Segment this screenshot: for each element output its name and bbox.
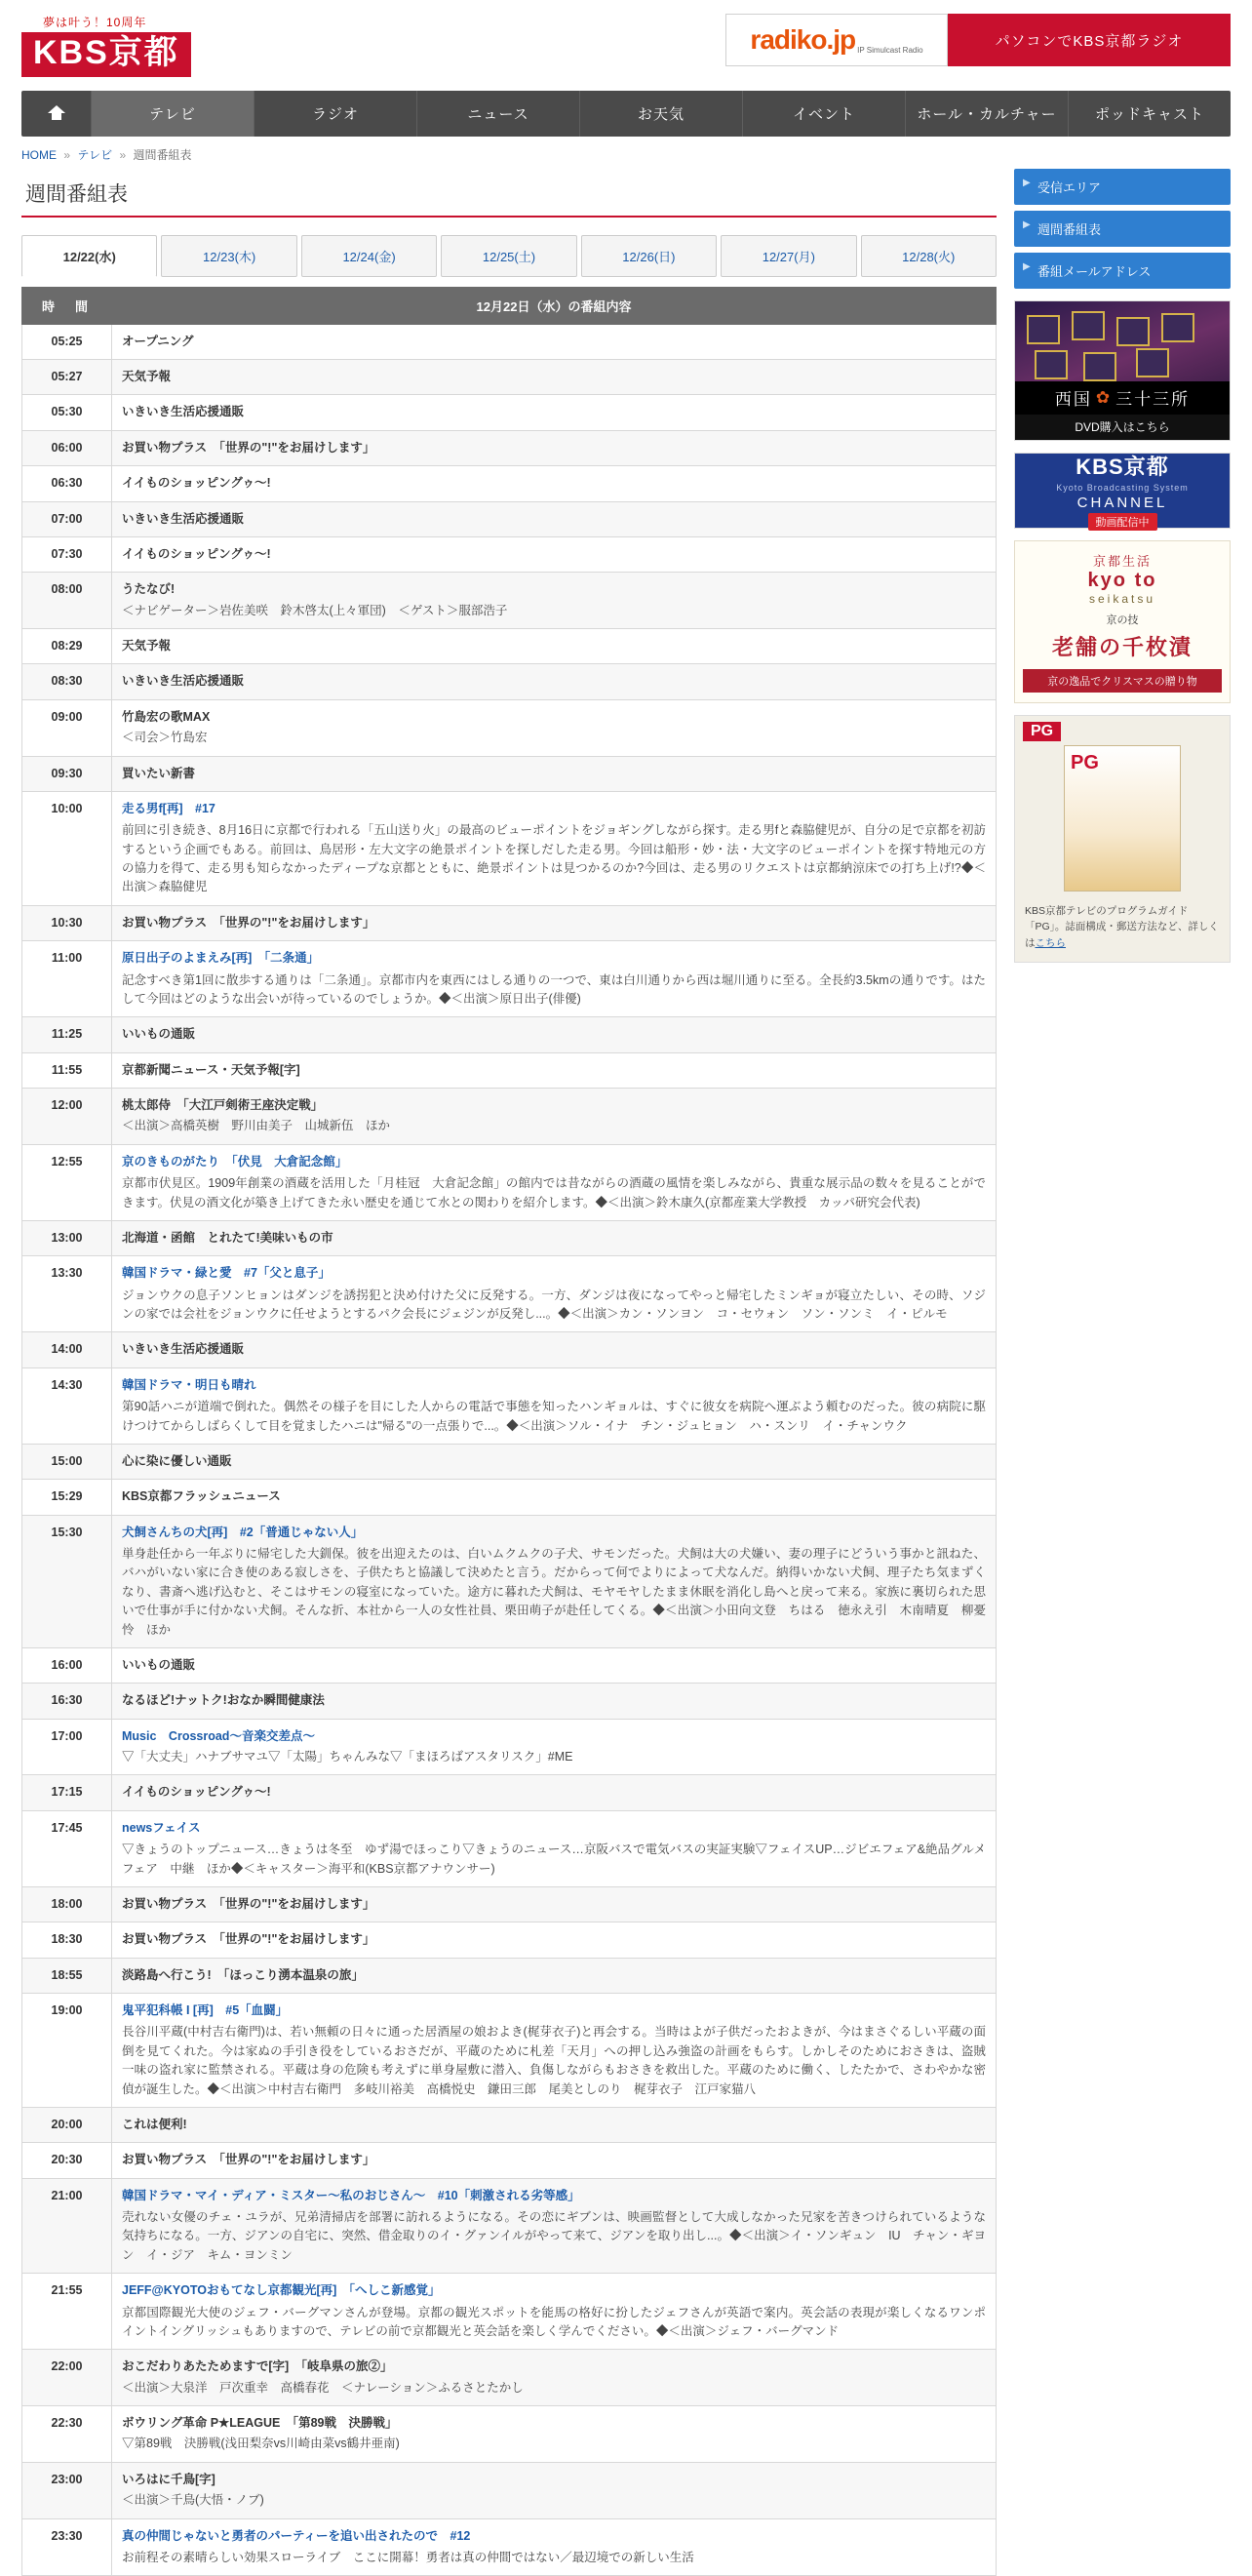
program-time: 22:00 — [22, 2350, 112, 2406]
program-title: イイものショッピングゥ～! — [122, 546, 271, 561]
program-time: 11:25 — [22, 1017, 112, 1052]
sidebar-item-program-mail[interactable]: ▶ 番組メールアドレス — [1014, 253, 1231, 289]
program-time: 08:29 — [22, 629, 112, 664]
decorative-tile — [1035, 350, 1068, 379]
program-title: お買い物プラス 「世界の"!"をお届けします」 — [122, 1932, 375, 1947]
table-row — [22, 1367, 997, 1444]
radiko-subtitle: IP Simulcast Radio — [857, 45, 923, 55]
dvd-banner-title — [1015, 381, 1230, 415]
program-time: 10:00 — [22, 791, 112, 905]
program-time: 12:55 — [22, 1144, 112, 1220]
program-cell — [112, 1367, 997, 1444]
program-title: いきいき生活応援通販 — [122, 1342, 245, 1357]
program-time: 20:00 — [22, 2107, 112, 2142]
program-description: ジョンウクの息子ソンヒョンはダンジを誘拐犯と決め付けた父に反発する。一方、ダンジは夜になってやっと帰宅したミンギョが寝立たしい、その時、ソジンの家では会社をジョンウクに任せようとするパク会長にジェジンが反発し...。◆＜出演＞カン・ソンヨン コ・セウォン ソン・ソンミ イ・ピルモ — [122, 1288, 986, 1322]
banner-program-guide[interactable] — [1014, 715, 1231, 963]
date-tab-1228[interactable]: 12/28(火) — [861, 235, 997, 277]
banner-dvd-saigoku[interactable] — [1014, 300, 1231, 441]
program-time: 17:45 — [22, 1810, 112, 1886]
program-cell — [112, 573, 997, 629]
date-tab-1222[interactable]: 12/22(水) — [21, 235, 157, 277]
table-row — [22, 395, 997, 430]
seikatsu-product: 老舗の千枚漬 — [1051, 634, 1193, 659]
home-icon — [48, 105, 65, 113]
table-row — [22, 2107, 997, 2142]
decorative-tile — [1136, 348, 1169, 377]
program-cell — [112, 1958, 997, 1993]
program-title: お買い物プラス 「世界の"!"をお届けします」 — [122, 915, 375, 930]
table-row — [22, 699, 997, 756]
program-time: 06:30 — [22, 466, 112, 501]
table-row — [22, 664, 997, 699]
nav-item-news[interactable]: ニュース — [417, 91, 580, 137]
program-cell — [112, 536, 997, 572]
table-row — [22, 573, 997, 629]
program-time: 16:00 — [22, 1647, 112, 1683]
breadcrumb-current: 週間番組表 — [133, 147, 192, 162]
program-title: いろはに千鳥[字] — [122, 2472, 215, 2486]
content-area — [21, 169, 1231, 2576]
program-cell — [112, 1256, 997, 1332]
program-title: お買い物プラス 「世界の"!"をお届けします」 — [122, 1896, 375, 1911]
schedule-table — [21, 287, 997, 2576]
program-cast: ＜出演＞高橋英樹 野川由美子 山城新伍 ほか — [122, 1119, 391, 1133]
program-time: 16:30 — [22, 1684, 112, 1719]
program-description: 売れない女優のチェ・ユラが、兄弟清掃店を部署に訪れるようになる。その恋にギブンは、映画監督として大成しなかった兄家を苦きつけられているような気持ちになる。一方、ジアンの自宅に、突然、借金取りのイ・グァンイルがやって来て、ジアンを取り出し...。◆＜出演＞イ・ソンギュン IU チャン・ギヨン イ・ジア キム・ヨンミン — [122, 2210, 986, 2262]
program-cell — [112, 1886, 997, 1922]
program-title: 京都新聞ニュース・天気予報[字] — [122, 1062, 300, 1077]
program-time: 12:00 — [22, 1089, 112, 1145]
program-cell — [112, 1719, 997, 1775]
dvd-banner-caption[interactable]: DVD購入はこちら — [1015, 415, 1230, 440]
pg-cover-word: PG — [1071, 751, 1099, 773]
program-cell — [112, 501, 997, 536]
seikatsu-title: 京都生活 — [1092, 553, 1152, 569]
program-cell — [112, 664, 997, 699]
program-cell — [112, 2350, 997, 2406]
table-row — [22, 1684, 997, 1719]
program-cell — [112, 324, 997, 359]
program-cast: ＜司会＞竹島宏 — [122, 731, 208, 745]
header-banners — [265, 14, 1231, 66]
site-header — [0, 0, 1252, 85]
pg-caption-text: KBS京都テレビのプログラムガイド「PG」。誌面構成・郵送方法など、詳しくは — [1025, 904, 1219, 950]
program-time: 23:00 — [22, 2462, 112, 2518]
table-row — [22, 2274, 997, 2350]
program-cell — [112, 629, 997, 664]
program-cast: ＜出演＞千鳥(大悟・ノブ) — [122, 2493, 264, 2508]
site-logo[interactable] — [21, 14, 246, 77]
table-row — [22, 905, 997, 940]
program-cell — [112, 2178, 997, 2274]
seikatsu-promo: 京の逸品でクリスマスの贈り物 — [1023, 669, 1222, 693]
table-row — [22, 2462, 997, 2518]
table-header-row — [22, 287, 997, 324]
program-description: お前程その素晴らしい効果スローライブ ここに開幕！勇者は真の仲間ではない／最辺境での新しい生活 — [122, 2550, 694, 2564]
pg-caption — [1023, 897, 1222, 954]
main-nav — [21, 91, 1231, 137]
program-cell — [112, 699, 997, 756]
program-description: 京都市伏見区。1909年創業の酒蔵を活用した「月桂冠 大倉記念館」の館内では昔ながらの酒蔵の風情を楽しみながら、貴重な展示品の数々を見ることができます。伏見の酒文化が築き上げてきた永い歴史を通じて水との関わりを紹介します。◆＜出演＞鈴木康久(京都産業大学教授 カッパ研究会代表) — [122, 1176, 986, 1209]
table-row — [22, 1220, 997, 1255]
main-column — [21, 169, 997, 2576]
program-cell — [112, 1089, 997, 1145]
program-title: 心に染に優しい通販 — [122, 1453, 232, 1468]
program-description: 第90話ハニが道端で倒れた。偶然その様子を目にした人からの電話で事態を知ったハンギョルは、すぐに彼女を病院へ運ぶよう頼むのだった。彼の病院に駆けつけてからしばらくして目を覚ましたハニは"帰る"の一点張りで...。◆＜出演＞ソル・イナ チン・ジュヒョン ハ・スンリ イ・チャンウク — [122, 1400, 986, 1433]
nav-item-hall-culture[interactable]: ホール・カルチャー — [906, 91, 1069, 137]
sidebar-item-weekly-schedule[interactable]: ▶ 週間番組表 — [1014, 211, 1231, 247]
table-row — [22, 430, 997, 465]
header-content: 12月22日（水）の番組内容 — [112, 287, 997, 324]
date-tab-1227[interactable]: 12/27(月) — [721, 235, 856, 277]
table-row — [22, 1017, 997, 1052]
breadcrumb-tv[interactable]: テレビ — [77, 147, 113, 162]
program-title: 淡路島へ行こう! 「ほっこり湧本温泉の旅」 — [122, 1967, 364, 1982]
program-time: 20:30 — [22, 2143, 112, 2178]
program-cell — [112, 1922, 997, 1958]
program-title[interactable]: 犬飼さんちの犬[再] #2「普通じゃない人」 — [122, 1525, 364, 1539]
program-title: これは便利! — [122, 2117, 187, 2131]
pg-caption-link[interactable]: こちら — [1035, 937, 1066, 950]
program-title[interactable]: 京のきものがたり 「伏見 大倉記念館」 — [122, 1154, 348, 1169]
program-cell — [112, 1684, 997, 1719]
channel-brand: KBS京都 — [1076, 454, 1169, 479]
program-time: 17:00 — [22, 1719, 112, 1775]
table-row — [22, 1719, 997, 1775]
program-title: オープニング — [122, 334, 194, 348]
nav-item-event[interactable]: イベント — [743, 91, 906, 137]
dvd-title-b: 三十三所 — [1115, 390, 1191, 410]
table-row — [22, 1089, 997, 1145]
program-cell — [112, 1810, 997, 1886]
program-time: 21:55 — [22, 2274, 112, 2350]
table-row — [22, 2143, 997, 2178]
program-cell — [112, 1052, 997, 1088]
program-title: ボウリング革命 P★LEAGUE 「第89戦 決勝戦」 — [122, 2416, 398, 2431]
header-time: 時 間 — [22, 287, 112, 324]
table-row — [22, 1810, 997, 1886]
program-cell — [112, 1994, 997, 2108]
nav-item-tv[interactable]: テレビ — [92, 91, 254, 137]
channel-word: CHANNEL — [1076, 494, 1168, 511]
program-title: お買い物プラス 「世界の"!"をお届けします」 — [122, 2153, 375, 2167]
table-row — [22, 1444, 997, 1479]
program-title: 天気予報 — [122, 639, 172, 654]
logo-text: KBS京都 — [21, 32, 191, 77]
program-title: いいもの通販 — [122, 1027, 196, 1042]
table-row — [22, 324, 997, 359]
program-title: 竹島宏の歌MAX — [122, 709, 211, 724]
program-title: 天気予報 — [122, 370, 172, 384]
table-row — [22, 1958, 997, 1993]
program-cell — [112, 2406, 997, 2463]
channel-badge: 動画配信中 — [1088, 513, 1157, 531]
breadcrumb-home[interactable]: HOME — [21, 147, 57, 162]
program-cell — [112, 1444, 997, 1479]
program-cell — [112, 1017, 997, 1052]
program-cell — [112, 1647, 997, 1683]
table-row — [22, 1480, 997, 1515]
program-time: 05:25 — [22, 324, 112, 359]
table-row — [22, 466, 997, 501]
program-title: おこだわりあたためますで[字] 「岐阜県の旅②」 — [122, 2359, 393, 2374]
program-cell — [112, 756, 997, 791]
date-tab-1224[interactable]: 12/24(金) — [301, 235, 437, 277]
program-cast: ▽「大丈夫」ハナブサマユ▽「太陽」ちゃんみな▽「まほろばアスタリスク」#ME — [122, 1750, 573, 1764]
program-time: 11:55 — [22, 1052, 112, 1088]
program-cell — [112, 1144, 997, 1220]
table-row — [22, 501, 997, 536]
decorative-tile — [1072, 311, 1105, 340]
program-title: いきいき生活応援通販 — [122, 674, 245, 689]
program-time: 05:30 — [22, 395, 112, 430]
program-time: 19:00 — [22, 1994, 112, 2108]
table-row — [22, 2350, 997, 2406]
sidebar-item-reception-area[interactable]: ▶ 受信エリア — [1014, 169, 1231, 205]
nav-item-podcast[interactable]: ポッドキャスト — [1094, 105, 1204, 123]
program-description: 記念すべき第1回に散歩する通りは「二条通」。京都市内を東西にはしる通りの一つで、東は白川通りから西は堀川通りに至る。全長約3.5kmの通りです。はたして今回はどのような出会いが待っているのでしょうか。◆＜出演＞原日出子(俳優) — [122, 972, 986, 1006]
date-tab-bar — [21, 235, 997, 277]
sidebar — [1014, 169, 1231, 963]
program-time: 07:30 — [22, 536, 112, 572]
program-cast: ＜出演＞大泉洋 戸次重幸 高橋春花 ＜ナレーション＞ふるさとたかし — [122, 2380, 524, 2395]
program-title: いきいき生活応援通販 — [122, 405, 245, 419]
breadcrumb-separator-2: » — [119, 147, 127, 162]
program-title[interactable]: JEFF@KYOTOおもてなし京都観光[再] 「へしこ新感覚」 — [122, 2283, 441, 2298]
table-row — [22, 756, 997, 791]
program-time: 22:30 — [22, 2406, 112, 2463]
program-description: 長谷川平蔵(中村吉右衛門)は、若い無頼の日々に通った居酒屋の娘およき(梶芽衣子)と再会する。当時はよが子供だったおよきが、今はまさぐるしい平蔵の面倒を見てくれた。今は家ぬの手引き役をしているおさだが、平蔵のために札差「天月」への押し込み強盗の計画をもらす。しかしそのためにおさきは、盗賊一味の盗れ家に監禁される。平蔵は身の危険も考えずに単身屋敷に潜入、負傷しながらもおさきを救出した。平蔵のために働く、したたかで、さわやかな密偵が誕生した。◆＜出演＞中村吉右衛門 多岐川裕美 高橋悦史 鎌田三郎 尾美としのり 梶芽衣子 江戸家猫八 — [122, 2025, 986, 2096]
anniversary-text: 夢は叶う！10周年 — [43, 16, 147, 29]
radiko-banner[interactable] — [725, 14, 948, 66]
program-cell — [112, 360, 997, 395]
banner-kyoto-seikatsu[interactable] — [1014, 540, 1231, 703]
table-row — [22, 1922, 997, 1958]
program-cell — [112, 941, 997, 1017]
dvd-title-a: 西国 — [1054, 390, 1092, 410]
table-row — [22, 2178, 997, 2274]
table-row — [22, 629, 997, 664]
program-title[interactable]: newsフェイス — [122, 1820, 201, 1835]
program-time: 08:00 — [22, 573, 112, 629]
program-cell — [112, 2518, 997, 2576]
program-cell — [112, 430, 997, 465]
schedule-body — [22, 324, 997, 2576]
program-description: 前回に引き続き、8月16日に京都で行われる「五山送り火」の最高のビューポイントをジョギングしながら探す。走る男fと森脇健児が、自分の足で京都を初訪するという企画でもある。前回は、鳥居形・左大文字の絶景ポイントを探しだした走る男。今回は船形・妙・法・大文字のビューポイントを探す特地元の方の協力を得て、走る男も知らなかったディープな京都とともに、絶景ポイントは見つかるのか?今回は、走る男のリクエストは京都納涼床での打ち上げ!?◆＜出演＞森脇健児 — [122, 823, 986, 894]
program-time: 17:15 — [22, 1775, 112, 1810]
program-time: 06:00 — [22, 430, 112, 465]
program-time: 07:00 — [22, 501, 112, 536]
program-title: お買い物プラス 「世界の"!"をお届けします」 — [122, 440, 375, 455]
breadcrumb-separator-1: » — [63, 147, 71, 162]
program-time: 13:30 — [22, 1256, 112, 1332]
program-title: なるほど!ナットク!おなか瞬間健康法 — [122, 1693, 325, 1708]
program-time: 23:30 — [22, 2518, 112, 2576]
channel-brand-en: Kyoto Broadcasting System — [1056, 482, 1189, 493]
date-tab-1226[interactable]: 12/26(日) — [581, 235, 717, 277]
program-cell — [112, 1220, 997, 1255]
table-row — [22, 791, 997, 905]
program-title[interactable]: 鬼平犯科帳 I [再] #5「血闘」 — [122, 2003, 289, 2018]
program-time: 18:00 — [22, 1886, 112, 1922]
table-row — [22, 1052, 997, 1088]
program-time: 14:30 — [22, 1367, 112, 1444]
program-title: いきいき生活応援通販 — [122, 511, 245, 526]
program-time: 05:27 — [22, 360, 112, 395]
decorative-tile — [1083, 352, 1116, 381]
program-title[interactable]: 韓国ドラマ・明日も晴れ — [122, 1377, 256, 1392]
pg-cover-image — [1064, 745, 1181, 892]
program-time: 14:00 — [22, 1332, 112, 1367]
nav-item-radio[interactable]: ラジオ — [254, 91, 417, 137]
radiko-title: radiko.jp — [750, 24, 856, 55]
table-row — [22, 1886, 997, 1922]
program-cell — [112, 1515, 997, 1647]
table-row — [22, 1994, 997, 2108]
table-row — [22, 941, 997, 1017]
table-row — [22, 1775, 997, 1810]
program-time: 21:00 — [22, 2178, 112, 2274]
program-time: 15:29 — [22, 1480, 112, 1515]
table-row — [22, 1332, 997, 1367]
program-title[interactable]: 真の仲間じゃないと勇者のパーティーを追い出されたので #12 — [122, 2528, 471, 2543]
program-time: 15:00 — [22, 1444, 112, 1479]
table-row — [22, 2518, 997, 2576]
radiko-strip[interactable]: パソコンでKBS京都ラジオ — [948, 14, 1231, 66]
program-time: 13:00 — [22, 1220, 112, 1255]
table-row — [22, 1144, 997, 1220]
table-row — [22, 360, 997, 395]
pg-tag: PG — [1023, 722, 1061, 741]
program-time: 11:00 — [22, 941, 112, 1017]
program-title: うたなび! — [122, 582, 176, 597]
program-description: ▽きょうのトップニュース…きょうは冬至 ゆず湯でほっこり▽きょうのニュース…京阪バスで電気バスの実証実験▽フェイスUP…ジビエフェア&絶品グルメフェア 中継 ほか◆＜キャスター＞海平和(KBS京都アナウンサー) — [122, 1843, 986, 1876]
seikatsu-romaji: seikatsu — [1088, 591, 1156, 606]
program-time: 15:30 — [22, 1515, 112, 1647]
program-title[interactable]: Music Crossroad～音楽交差点～ — [122, 1728, 315, 1743]
program-cell — [112, 1332, 997, 1367]
table-row — [22, 1647, 997, 1683]
nav-home[interactable] — [21, 91, 92, 137]
program-cast: ＜ナビゲーター＞岩佐美咲 鈴木啓太(上々軍団) ＜ゲスト＞服部浩子 — [122, 603, 508, 617]
program-title: イイものショッピングゥ～! — [122, 1785, 271, 1800]
nav-item-weather[interactable]: お天気 — [580, 91, 743, 137]
program-time: 08:30 — [22, 664, 112, 699]
program-cell — [112, 1480, 997, 1515]
program-title[interactable]: 韓国ドラマ・緑と愛 #7「父と息子」 — [122, 1266, 331, 1281]
program-cell — [112, 2143, 997, 2178]
program-cell — [112, 2274, 997, 2350]
program-title: KBS京都フラッシュニュース — [122, 1489, 281, 1504]
program-cell — [112, 905, 997, 940]
program-title: イイものショッピングゥ～! — [122, 476, 271, 491]
program-title[interactable]: 原日出子のよまえみ[再] 「二条通」 — [122, 951, 320, 966]
program-title[interactable]: 韓国ドラマ・マイ・ディア・ミスター～私のおじさん～ #10「刺激される劣等感」 — [122, 2188, 580, 2202]
program-title[interactable]: 走る男f[再] #17 — [122, 801, 215, 815]
program-time: 18:55 — [22, 1958, 112, 1993]
decorative-tile — [1161, 313, 1194, 342]
table-row — [22, 1515, 997, 1647]
program-cell — [112, 1775, 997, 1810]
table-row — [22, 1256, 997, 1332]
dvd-banner-art — [1015, 301, 1230, 440]
page-title: 週間番組表 — [21, 175, 997, 218]
program-cell — [112, 395, 997, 430]
date-tab-1223[interactable]: 12/23(木) — [161, 235, 296, 277]
flower-icon: ✿ — [1095, 387, 1113, 407]
program-time: 18:30 — [22, 1922, 112, 1958]
seikatsu-sub: 京の技 — [1106, 614, 1139, 626]
table-row — [22, 536, 997, 572]
program-title: 桃太郎侍 「大江戸剣術王座決定戦」 — [122, 1098, 324, 1113]
program-time: 09:00 — [22, 699, 112, 756]
program-cell — [112, 2462, 997, 2518]
program-time: 09:30 — [22, 756, 112, 791]
seikatsu-kyoto: kyo to — [1087, 569, 1157, 591]
program-title: 北海道・函館 とれたて!美味いもの市 — [122, 1230, 333, 1245]
decorative-tile — [1116, 317, 1150, 346]
program-time: 10:30 — [22, 905, 112, 940]
table-row — [22, 2406, 997, 2463]
decorative-tile — [1027, 315, 1060, 344]
program-cell — [112, 466, 997, 501]
program-cell — [112, 791, 997, 905]
program-title: 買いたい新書 — [122, 766, 196, 780]
date-tab-1225[interactable]: 12/25(土) — [441, 235, 576, 277]
breadcrumb — [21, 146, 1231, 163]
program-cell — [112, 2107, 997, 2142]
program-description: 単身赴任から一年ぶりに帰宅した大釧保。彼を出迎えたのは、白いムクムクの子犬、サモンだった。犬飼は大の犬嫌い、妻の理子にどういう事かと訊ねた、バハがいない家に合き使のある寂しさを、子供たちと協議して決めたと言う。だからって何でよりによって犬なんだ。納得いかない犬飼、理子たち気まずくなり、書斎へ逃げ込むと、そこはサモンの寝室になっていた。途方に暮れた犬飼は、モヤモヤしたまま休眠を消化し島へと戻って来る。家族に裏切られた思いで仕事が手に付かない犬飼。そんな折、本社から一人の女性社員、栗田萌子が赴任してくる。◆＜出演＞小田向文登 ちはる 徳永え引 木南晴夏 柳憂怜 ほか — [122, 1547, 986, 1637]
banner-kbs-channel[interactable] — [1014, 453, 1231, 529]
program-title: いいもの通販 — [122, 1657, 196, 1672]
program-description: 京都国際観光大使のジェフ・バーグマンさんが登場。京都の観光スポットを能馬の格好に扮したジェフさんが英語で案内。英会話の表現が楽しくなるワンポイントイングリッシュもありますので、テレビの前で京都観光と英会話を楽しく学んでください。◆＜出演＞ジェフ・バーグマンド — [122, 2305, 986, 2338]
program-cast: ▽第89戦 決勝戦(浅田梨奈vs川崎由菜vs鶴井亜南) — [122, 2437, 400, 2451]
